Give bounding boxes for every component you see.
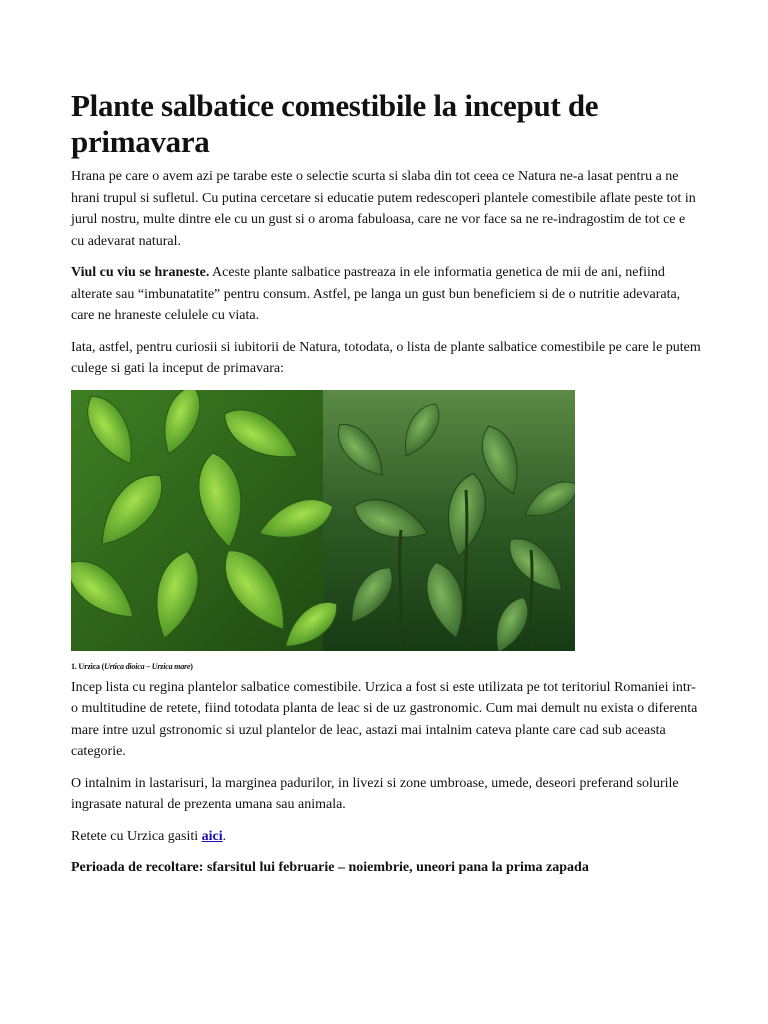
paragraph-habitat: O intalnim in lastarisuri, la marginea padurilor, in livezi si zone umbroase, umede, deseori preferand solurile ingrasate natural de prezenta umana sau animala. [71, 775, 679, 812]
paragraph-regina: Incep lista cu regina plantelor salbatice comestibile. Urzica a fost si este utilizata pe tot teritoriul Romaniei intr-o multitudine de retete, fiind totodata planta de leac si de uz gastronomic. Cum mai demult nu exista o diferenta mare intre uzul gstronomic si uzul plantelor de leac, astazi mai intalnim cateva plante care cad sub aceasta categorie. [71, 679, 698, 759]
retete-text: Retete cu Urzica gasiti [71, 828, 202, 844]
article [71, 88, 701, 889]
retete-end: . [222, 828, 227, 844]
paragraph-recoltare [71, 857, 701, 879]
paragraph-retete [71, 826, 701, 848]
caption-close: ) [190, 661, 193, 671]
paragraph-viul [71, 262, 701, 327]
nettle-image [71, 390, 575, 651]
article-title: Plante salbatice comestibile la inceput de primavara [71, 88, 599, 159]
paragraph-viul-bold: Viul cu viu se hraneste. [71, 265, 210, 280]
retete-link[interactable]: aici [201, 828, 223, 844]
nettle-photo [71, 390, 575, 651]
paragraph-list-intro: Iata, astfel, pentru curiosii si iubitorii de Natura, totodata, o lista de plante salbatice comestibile pe care le putem culege si gati la inceput de primavara: [71, 339, 701, 376]
caption-latin: Urtica dioica – Urzica mare [104, 661, 191, 671]
recoltare-value: : sfarsitul lui februarie – noiembrie, uneori pana la prima zapada [198, 860, 589, 875]
caption-number: 1. Urzica ( [71, 661, 105, 671]
intro-paragraph: Hrana pe care o avem azi pe tarabe este o selectie scurta si slaba din tot ceea ce Natura ne-a lasat pentru a ne hrani trupul si sufletul. Cu putina cercetare si educatie putem redescoperi plantele comestibile aflate peste tot in jurul nostru, multe dintre ele cu un gust si o aroma fabuloasa, care ne vor face sa ne re-indragostim de tot ce e cu adevarat natural. [71, 169, 696, 249]
photo-caption [71, 661, 701, 673]
paragraph-viul-text: Aceste plante salbatice pastreaza in ele informatia genetica de mii de ani, nefiind alterate sau “imbunatatite” pentru consum. Astfel, pe langa un gust bun beneficiem si de o nutritie adevarata, care ne hraneste celulele cu viata. [71, 265, 681, 323]
recoltare-label: Perioada de recoltare [71, 860, 199, 875]
